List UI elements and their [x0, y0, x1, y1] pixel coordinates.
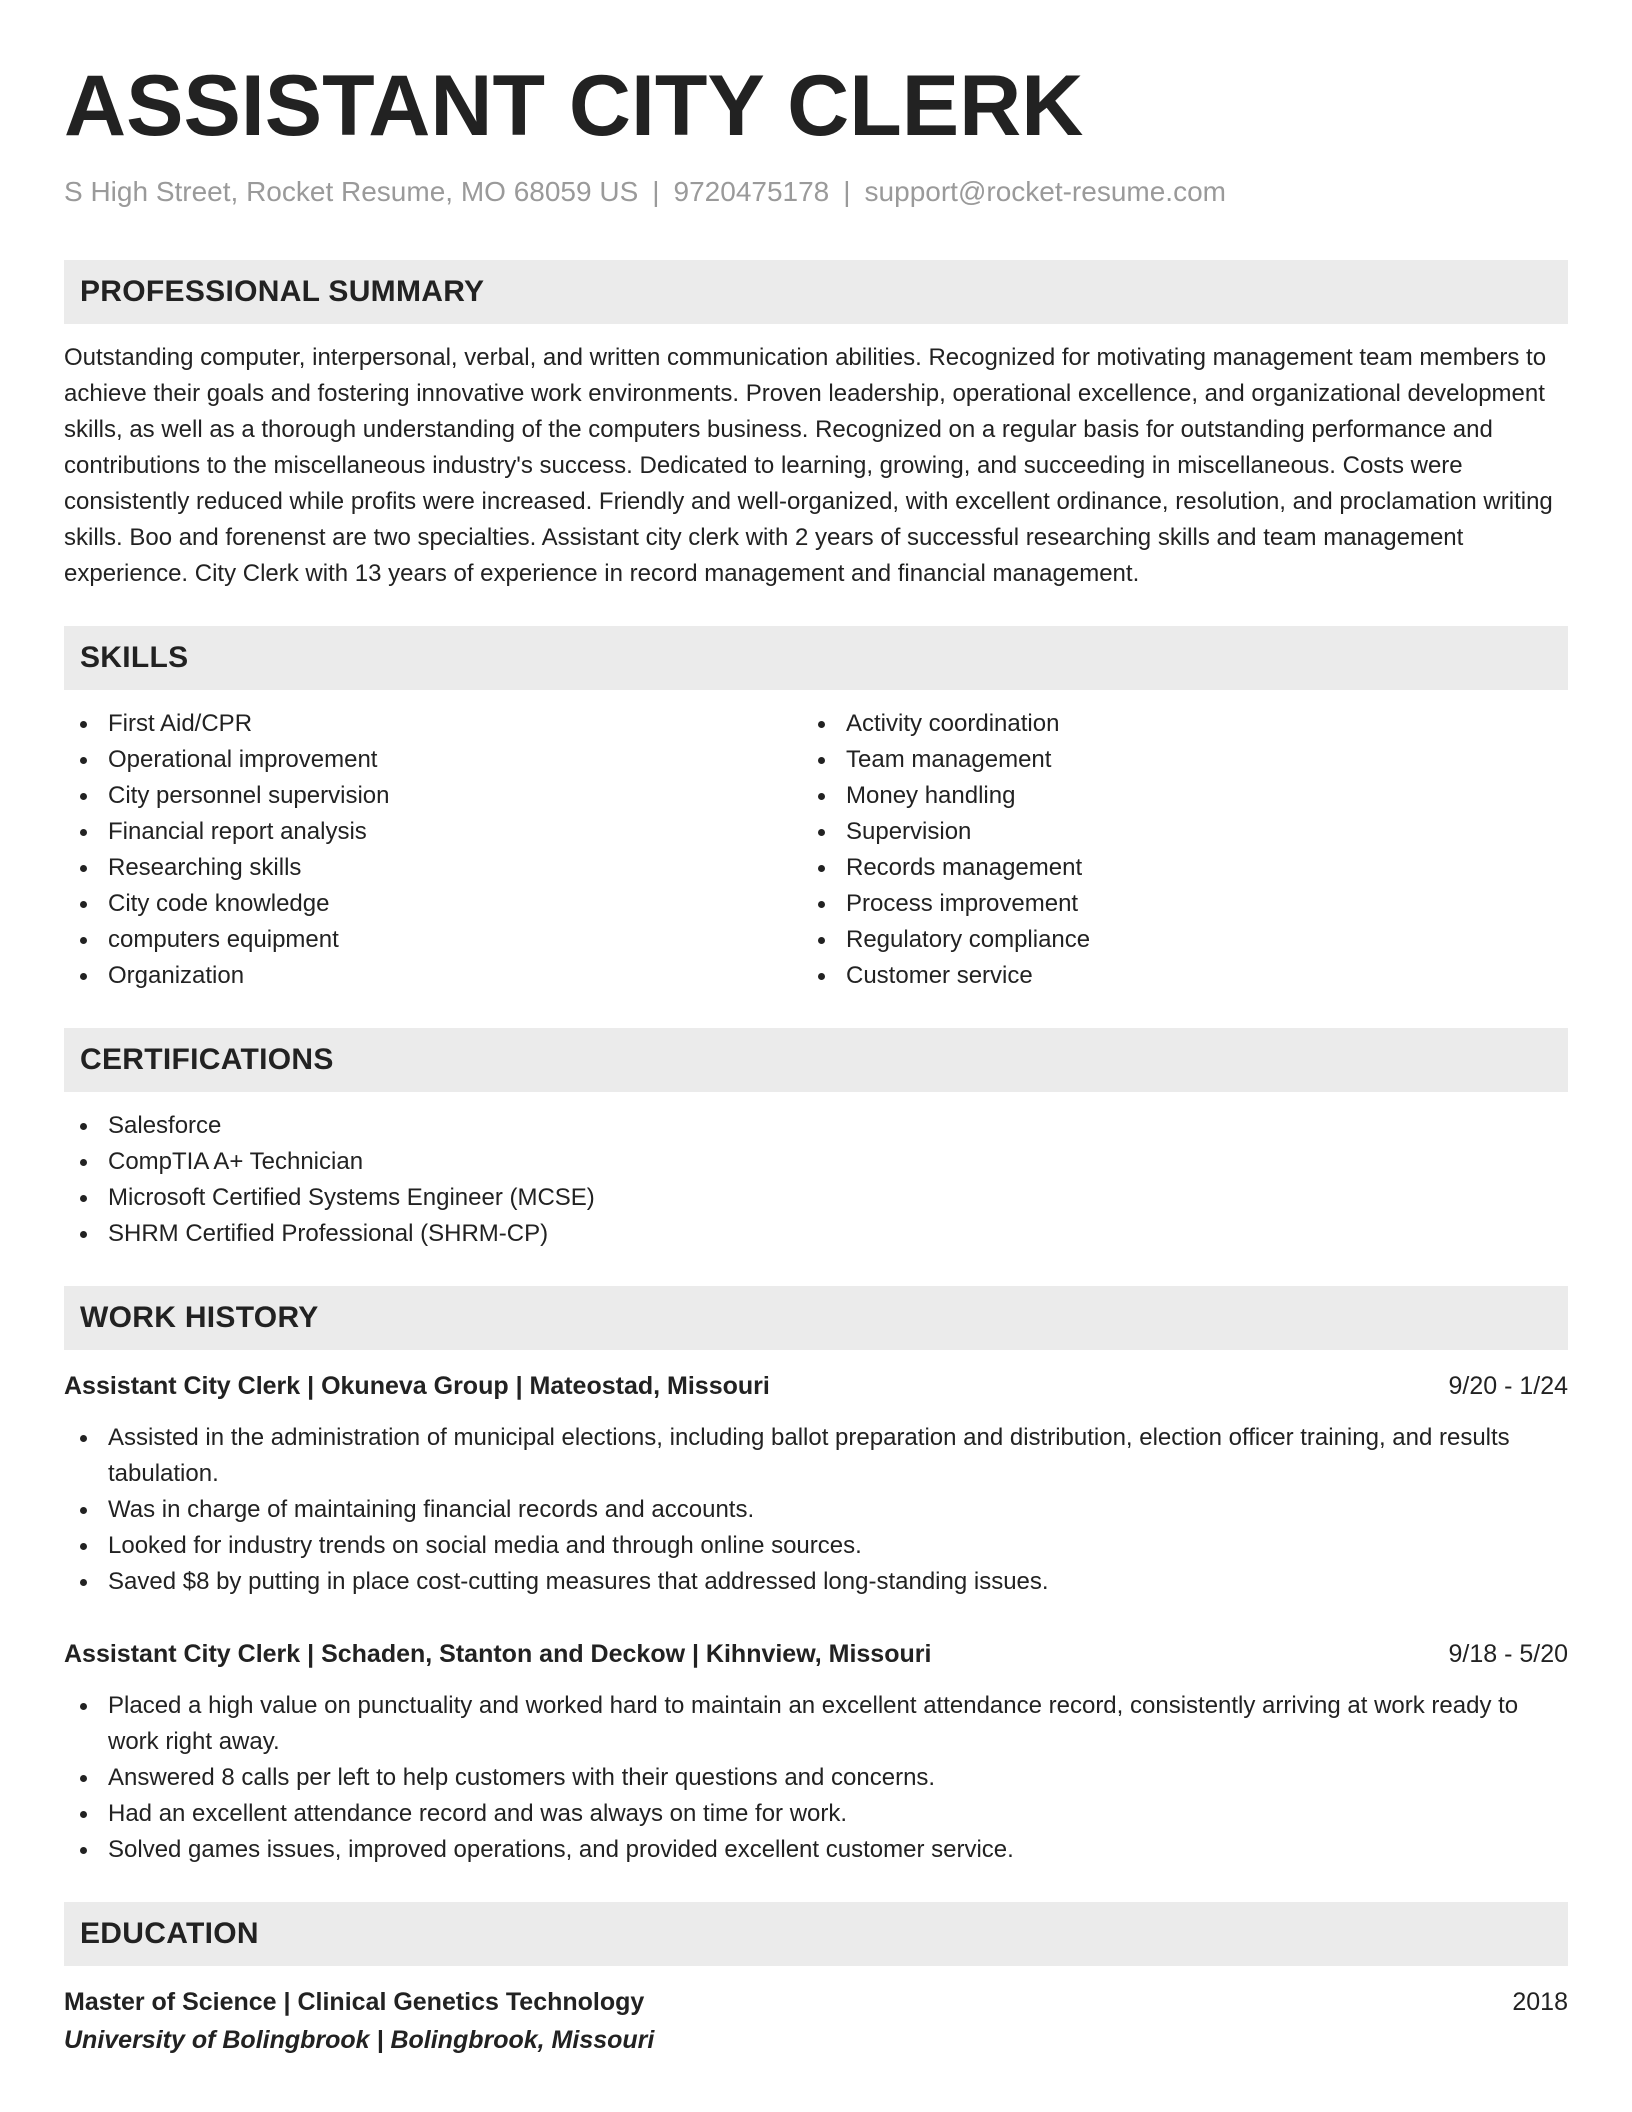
certification-item: SHRM Certified Professional (SHRM-CP) [64, 1216, 1568, 1252]
skill-item: Activity coordination [802, 706, 1540, 742]
job-dates: 9/18 - 5/20 [1448, 1640, 1568, 1668]
job-duties-list [64, 1688, 1568, 1868]
certification-item: CompTIA A+ Technician [64, 1144, 1568, 1180]
skill-item: Supervision [802, 814, 1540, 850]
education-degree: Master of Science | Clinical Genetics Technology [64, 1988, 645, 2016]
contact-line [64, 174, 1568, 210]
skill-item: Customer service [802, 958, 1540, 994]
job-duty: Answered 8 calls per left to help customers with their questions and concerns. [64, 1760, 1568, 1796]
certification-item: Salesforce [64, 1108, 1568, 1144]
section-heading-summary: PROFESSIONAL SUMMARY [64, 260, 1568, 324]
job-entry [64, 1368, 1568, 1600]
skills-column-right [802, 706, 1540, 994]
candidate-name: ASSISTANT CITY CLERK [64, 58, 1084, 154]
skill-item: Regulatory compliance [802, 922, 1540, 958]
job-duty: Placed a high value on punctuality and worked hard to maintain an excellent attendance record, consistently arriving at work ready to work right away. [64, 1688, 1568, 1760]
job-dates: 9/20 - 1/24 [1448, 1372, 1568, 1400]
contact-separator: | [652, 176, 660, 207]
section-heading-work-history: WORK HISTORY [64, 1286, 1568, 1350]
summary-text: Outstanding computer, interpersonal, verbal, and written communication abilities. Recognized for motivating management team members to achieve their goals and fostering innovative work environments. Proven leadership, operational excellence, and organizational development skills, as well as a thorough understanding of the computers business. Recognized on a regular basis for outstanding performance and contributions to the miscellaneous industry's success. Dedicated to learning, growing, and succeeding in miscellaneous. Costs were consistently reduced while profits were increased. Friendly and well-organized, with excellent ordinance, resolution, and proclamation writing skills. Boo and forenenst are two specialties. Assistant city clerk with 2 years of successful researching skills and team management experience. City Clerk with 13 years of experience in record management and financial management. [64, 344, 1553, 587]
job-duties-list [64, 1420, 1568, 1600]
skill-item: First Aid/CPR [64, 706, 802, 742]
skill-item: computers equipment [64, 922, 802, 958]
skill-item: Researching skills [64, 850, 802, 886]
skill-item: Money handling [802, 778, 1540, 814]
job-title: Assistant City Clerk | Okuneva Group | Mateostad, Missouri [64, 1372, 770, 1400]
education-header [64, 1984, 1568, 2020]
skills-grid [64, 706, 1568, 994]
education-year: 2018 [1512, 1988, 1568, 2016]
job-duty: Saved $8 by putting in place cost-cutting measures that addressed long-standing issues. [64, 1564, 1568, 1600]
section-heading-skills: SKILLS [64, 626, 1568, 690]
contact-email: support@rocket-resume.com [864, 176, 1226, 207]
job-duty: Looked for industry trends on social media and through online sources. [64, 1528, 1568, 1564]
certifications-list [64, 1108, 1568, 1252]
certification-item: Microsoft Certified Systems Engineer (MCSE) [64, 1180, 1568, 1216]
job-header [64, 1636, 1568, 1672]
education-school: University of Bolingbrook | Bolingbrook, Missouri [64, 2026, 655, 2054]
section-heading-education: EDUCATION [64, 1902, 1568, 1966]
skill-item: Organization [64, 958, 802, 994]
job-title: Assistant City Clerk | Schaden, Stanton and Deckow | Kihnview, Missouri [64, 1640, 932, 1668]
section-heading-certifications: CERTIFICATIONS [64, 1028, 1568, 1092]
job-duty: Assisted in the administration of municipal elections, including ballot preparation and distribution, election officer training, and results tabulation. [64, 1420, 1568, 1492]
job-duty: Was in charge of maintaining financial records and accounts. [64, 1492, 1568, 1528]
contact-address: S High Street, Rocket Resume, MO 68059 US [64, 176, 639, 207]
skills-column-left [64, 706, 802, 994]
skill-item: Records management [802, 850, 1540, 886]
job-header [64, 1368, 1568, 1404]
contact-phone: 9720475178 [673, 176, 830, 207]
job-duty: Had an excellent attendance record and was always on time for work. [64, 1796, 1568, 1832]
job-duty: Solved games issues, improved operations, and provided excellent customer service. [64, 1832, 1568, 1868]
skill-item: City code knowledge [64, 886, 802, 922]
contact-separator: | [843, 176, 851, 207]
job-entry [64, 1636, 1568, 1868]
skill-item: City personnel supervision [64, 778, 802, 814]
skill-item: Process improvement [802, 886, 1540, 922]
skill-item: Team management [802, 742, 1540, 778]
skill-item: Operational improvement [64, 742, 802, 778]
skill-item: Financial report analysis [64, 814, 802, 850]
